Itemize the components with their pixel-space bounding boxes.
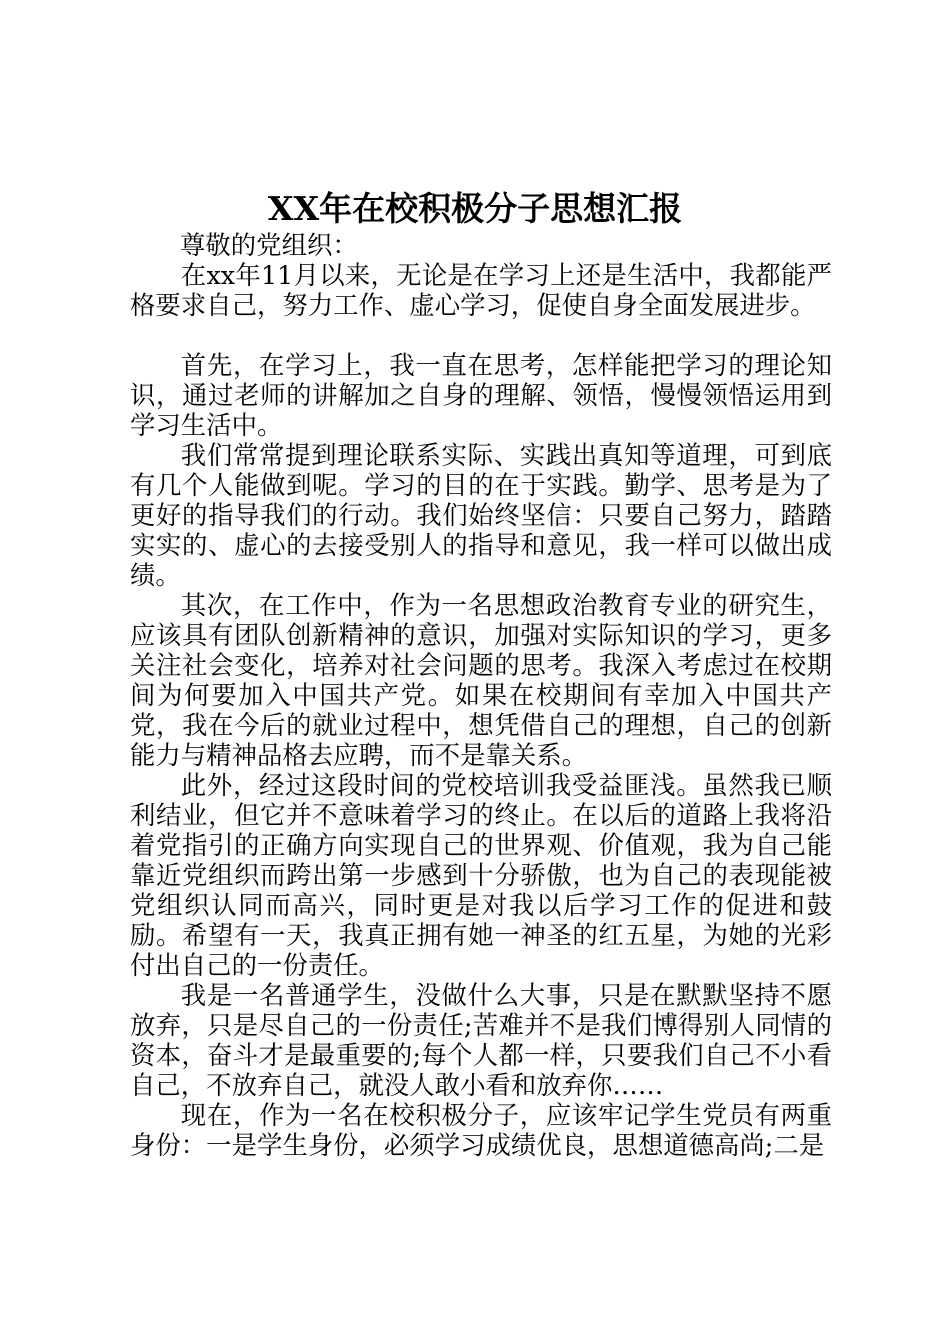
salutation: 尊敬的党组织： <box>180 230 358 260</box>
paragraph: 在xx年11月以来，无论是在学习上还是生活中，我都能严格要求自己，努力工作、虚心学习，促使自身全面发展进步。 <box>130 260 832 320</box>
paragraph: 首先，在学习上，我一直在思考，怎样能把学习的理论知识，通过老师的讲解加之自身的理解、领悟，慢慢领悟运用到学习生活中。 <box>130 350 832 440</box>
document-body <box>130 230 832 1160</box>
paragraph: 我是一名普通学生，没做什么大事，只是在默默坚持不愿放弃，只是尽自己的一份责任;苦难并不是我们博得别人同情的资本，奋斗才是最重要的;每个人都一样，只要我们自己不小看自己，不放弃自己，就没人敢小看和放弃你…… <box>130 980 832 1100</box>
paragraph: 我们常常提到理论联系实际、实践出真知等道理，可到底有几个人能做到呢。学习的目的在于实践。勤学、思考是为了更好的指导我们的行动。我们始终坚信：只要自己努力，踏踏实实的、虚心的去接受别人的指导和意见，我一样可以做出成绩。 <box>130 440 832 590</box>
paragraph: 现在，作为一名在校积极分子，应该牢记学生党员有两重身份：一是学生身份，必须学习成绩优良，思想道德高尚;二是 <box>130 1100 832 1160</box>
paragraph: 其次，在工作中，作为一名思想政治教育专业的研究生，应该具有团队创新精神的意识，加强对实际知识的学习，更多关注社会变化，培养对社会问题的思考。我深入考虑过在校期间为何要加入中国共产党。如果在校期间有幸加入中国共产党，我在今后的就业过程中，想凭借自己的理想，自己的创新能力与精神品格去应聘，而不是靠关系。 <box>130 590 832 770</box>
document-title: XX年在校积极分子思想汇报 <box>267 189 683 228</box>
paragraph: 此外，经过这段时间的党校培训我受益匪浅。虽然我已顺利结业，但它并不意味着学习的终止。在以后的道路上我将沿着党指引的正确方向实现自己的世界观、价值观，我为自己能靠近党组织而跨出第一步感到十分骄傲，也为自己的表现能被党组织认同而高兴，同时更是对我以后学习工作的促进和鼓励。希望有一天，我真正拥有她一神圣的红五星，为她的光彩付出自己的一份责任。 <box>130 770 832 980</box>
